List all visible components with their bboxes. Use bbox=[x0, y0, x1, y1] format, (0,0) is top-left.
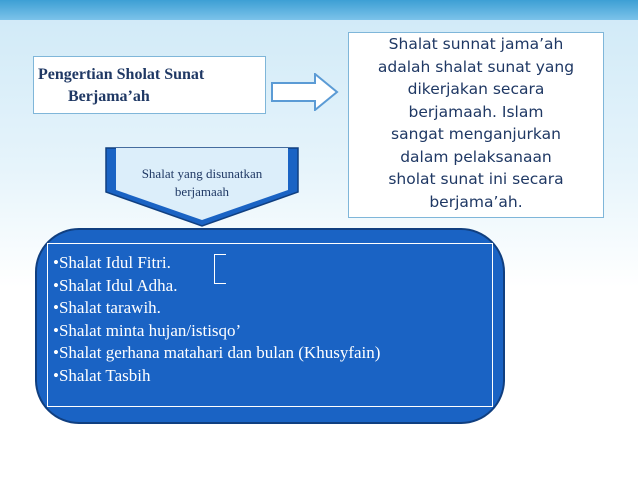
list-item: •Shalat minta hujan/istisqo’ bbox=[53, 320, 242, 340]
definition-line: Shalat sunnat jama’ah bbox=[388, 35, 564, 53]
list-item: •Shalat Idul Fitri. bbox=[53, 253, 171, 272]
definition-line: berjama’ah. bbox=[429, 192, 523, 211]
prayer-list bbox=[47, 243, 493, 407]
definition-line: berjamaah. Islam bbox=[408, 102, 544, 121]
title-box bbox=[33, 56, 266, 114]
list-item: •Shalat tarawih. bbox=[53, 298, 161, 317]
definition-box bbox=[348, 32, 604, 218]
down-arrow-label-line-2: berjamaah bbox=[174, 184, 230, 199]
right-arrow-icon bbox=[271, 73, 339, 111]
definition-line: dalam pelaksanaan bbox=[400, 147, 552, 166]
bracket-connector bbox=[214, 254, 226, 284]
list-item: •Shalat Tasbih bbox=[53, 365, 151, 385]
down-arrow-label bbox=[112, 165, 292, 201]
list-item: •Shalat Idul Adha. bbox=[53, 275, 178, 295]
definition-line: sholat sunat ini secara bbox=[388, 170, 564, 188]
definition-line: sangat menganjurkan bbox=[391, 125, 561, 143]
title-line-2: Berjama’ah bbox=[68, 88, 150, 105]
title-line-1: Pengertian Sholat Sunat bbox=[38, 66, 205, 83]
definition-line: adalah shalat sunat yang bbox=[377, 57, 575, 76]
definition-line: dikerjakan secara bbox=[407, 80, 545, 98]
list-item: •Shalat gerhana matahari dan bulan (Khusyfain) bbox=[53, 343, 381, 362]
header-band bbox=[0, 0, 638, 20]
down-arrow-label-line-1: Shalat yang disunatkan bbox=[141, 166, 263, 181]
